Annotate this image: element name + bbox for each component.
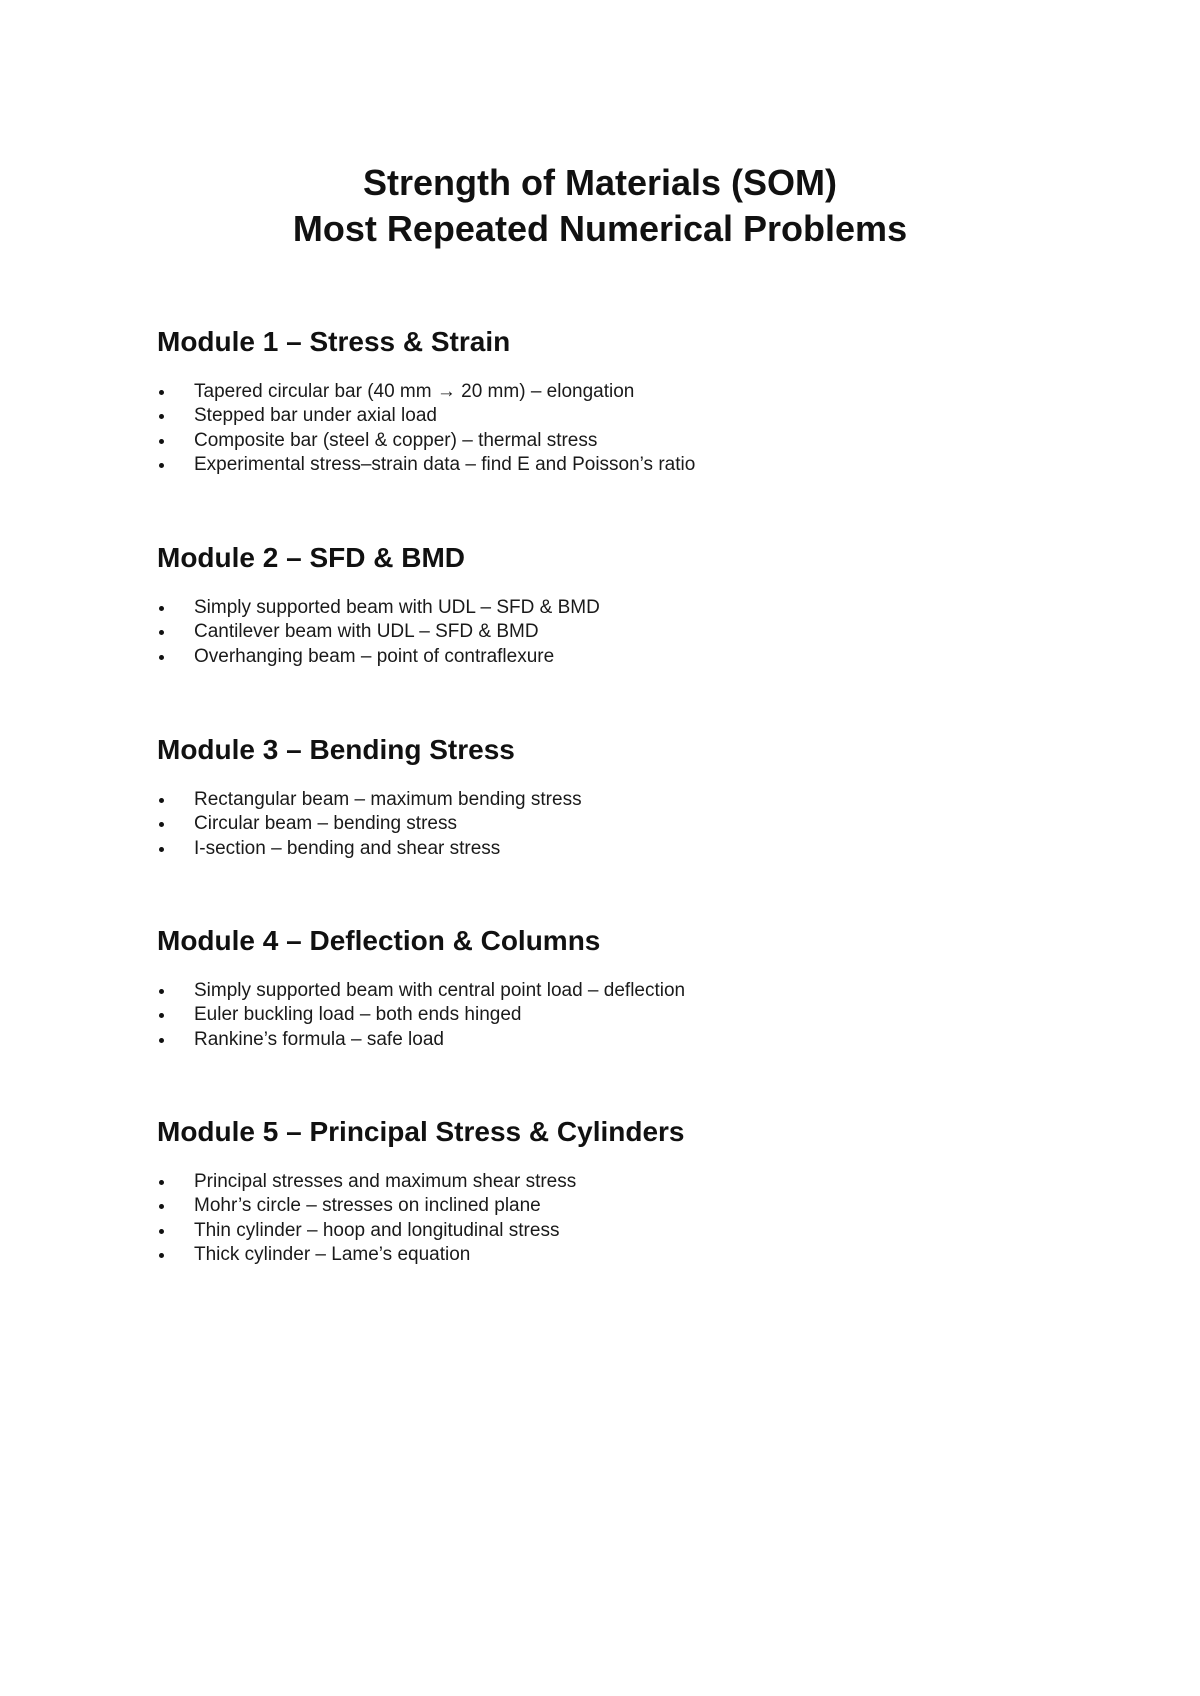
module-3-list xyxy=(157,788,1057,861)
list-item-text: Thin cylinder – hoop and longitudinal stress xyxy=(194,1219,560,1241)
list-item xyxy=(157,1003,1057,1027)
bullet-icon xyxy=(159,989,164,994)
module-5-list xyxy=(157,1170,1057,1267)
list-item xyxy=(157,979,1057,1003)
list-item-text: Cantilever beam with UDL – SFD & BMD xyxy=(194,621,539,643)
list-item xyxy=(157,620,1057,644)
list-item xyxy=(157,645,1057,669)
list-item xyxy=(157,1028,1057,1052)
document-title xyxy=(0,160,1200,252)
bullet-icon xyxy=(159,414,164,419)
list-item-text: Rectangular beam – maximum bending stress xyxy=(194,789,582,810)
list-item-text: Euler buckling load – both ends hinged xyxy=(194,1004,522,1026)
bullet-icon xyxy=(159,1253,164,1258)
module-5-section xyxy=(157,1115,1057,1267)
list-item xyxy=(157,1219,1057,1243)
bullet-icon xyxy=(159,1038,164,1043)
list-item xyxy=(157,453,1057,477)
module-3-heading: Module 3 – Bending Stress xyxy=(157,734,515,765)
list-item xyxy=(157,404,1057,428)
module-1-heading: Module 1 – Stress & Strain xyxy=(157,326,511,357)
list-item-text: Experimental stress–strain data – find E and Poisson’s ratio xyxy=(194,453,696,475)
module-5-heading: Module 5 – Principal Stress & Cylinders xyxy=(157,1116,685,1147)
list-item-text: Simply supported beam with UDL – SFD & BMD xyxy=(194,597,600,618)
list-item-text: Overhanging beam – point of contraflexure xyxy=(194,645,555,667)
bullet-icon xyxy=(159,390,164,395)
list-item xyxy=(157,1194,1057,1218)
list-item-text: Principal stresses and maximum shear stress xyxy=(194,1171,577,1192)
module-1-section xyxy=(157,325,1057,477)
list-item-text: Composite bar (steel & copper) – thermal stress xyxy=(194,429,598,451)
list-item-text: Circular beam – bending stress xyxy=(194,813,457,835)
list-item-text: I-section – bending and shear stress xyxy=(194,837,501,859)
bullet-icon xyxy=(159,606,164,611)
list-item-text: Mohr’s circle – stresses on inclined plane xyxy=(194,1195,541,1217)
title-line-2: Most Repeated Numerical Problems xyxy=(292,208,908,249)
bullet-icon xyxy=(159,630,164,635)
list-item xyxy=(157,380,1057,404)
module-2-heading: Module 2 – SFD & BMD xyxy=(157,542,466,573)
module-2-section xyxy=(157,541,1057,669)
list-item-text: Simply supported beam with central point load – deflection xyxy=(194,980,686,1001)
list-item xyxy=(157,788,1057,812)
list-item-text: Thick cylinder – Lame’s equation xyxy=(194,1243,471,1265)
bullet-icon xyxy=(159,798,164,803)
module-4-section xyxy=(157,924,1057,1052)
list-item xyxy=(157,596,1057,620)
module-3-section xyxy=(157,733,1057,861)
title-line-1: Strength of Materials (SOM) xyxy=(362,162,838,203)
bullet-icon xyxy=(159,1204,164,1209)
list-item-text: Tapered circular bar (40 mm → 20 mm) – elongation xyxy=(194,381,635,402)
bullet-icon xyxy=(159,822,164,827)
module-4-list xyxy=(157,979,1057,1052)
list-item xyxy=(157,1170,1057,1194)
bullet-icon xyxy=(159,463,164,468)
list-item xyxy=(157,1243,1057,1267)
bullet-icon xyxy=(159,1180,164,1185)
list-item-text: Rankine’s formula – safe load xyxy=(194,1028,444,1050)
bullet-icon xyxy=(159,1013,164,1018)
bullet-icon xyxy=(159,655,164,660)
list-item xyxy=(157,429,1057,453)
list-item xyxy=(157,837,1057,861)
list-item-text: Stepped bar under axial load xyxy=(194,405,437,427)
module-1-list xyxy=(157,380,1057,477)
bullet-icon xyxy=(159,1229,164,1234)
module-4-heading: Module 4 – Deflection & Columns xyxy=(157,925,601,956)
bullet-icon xyxy=(159,439,164,444)
bullet-icon xyxy=(159,847,164,852)
list-item xyxy=(157,812,1057,836)
module-2-list xyxy=(157,596,1057,669)
